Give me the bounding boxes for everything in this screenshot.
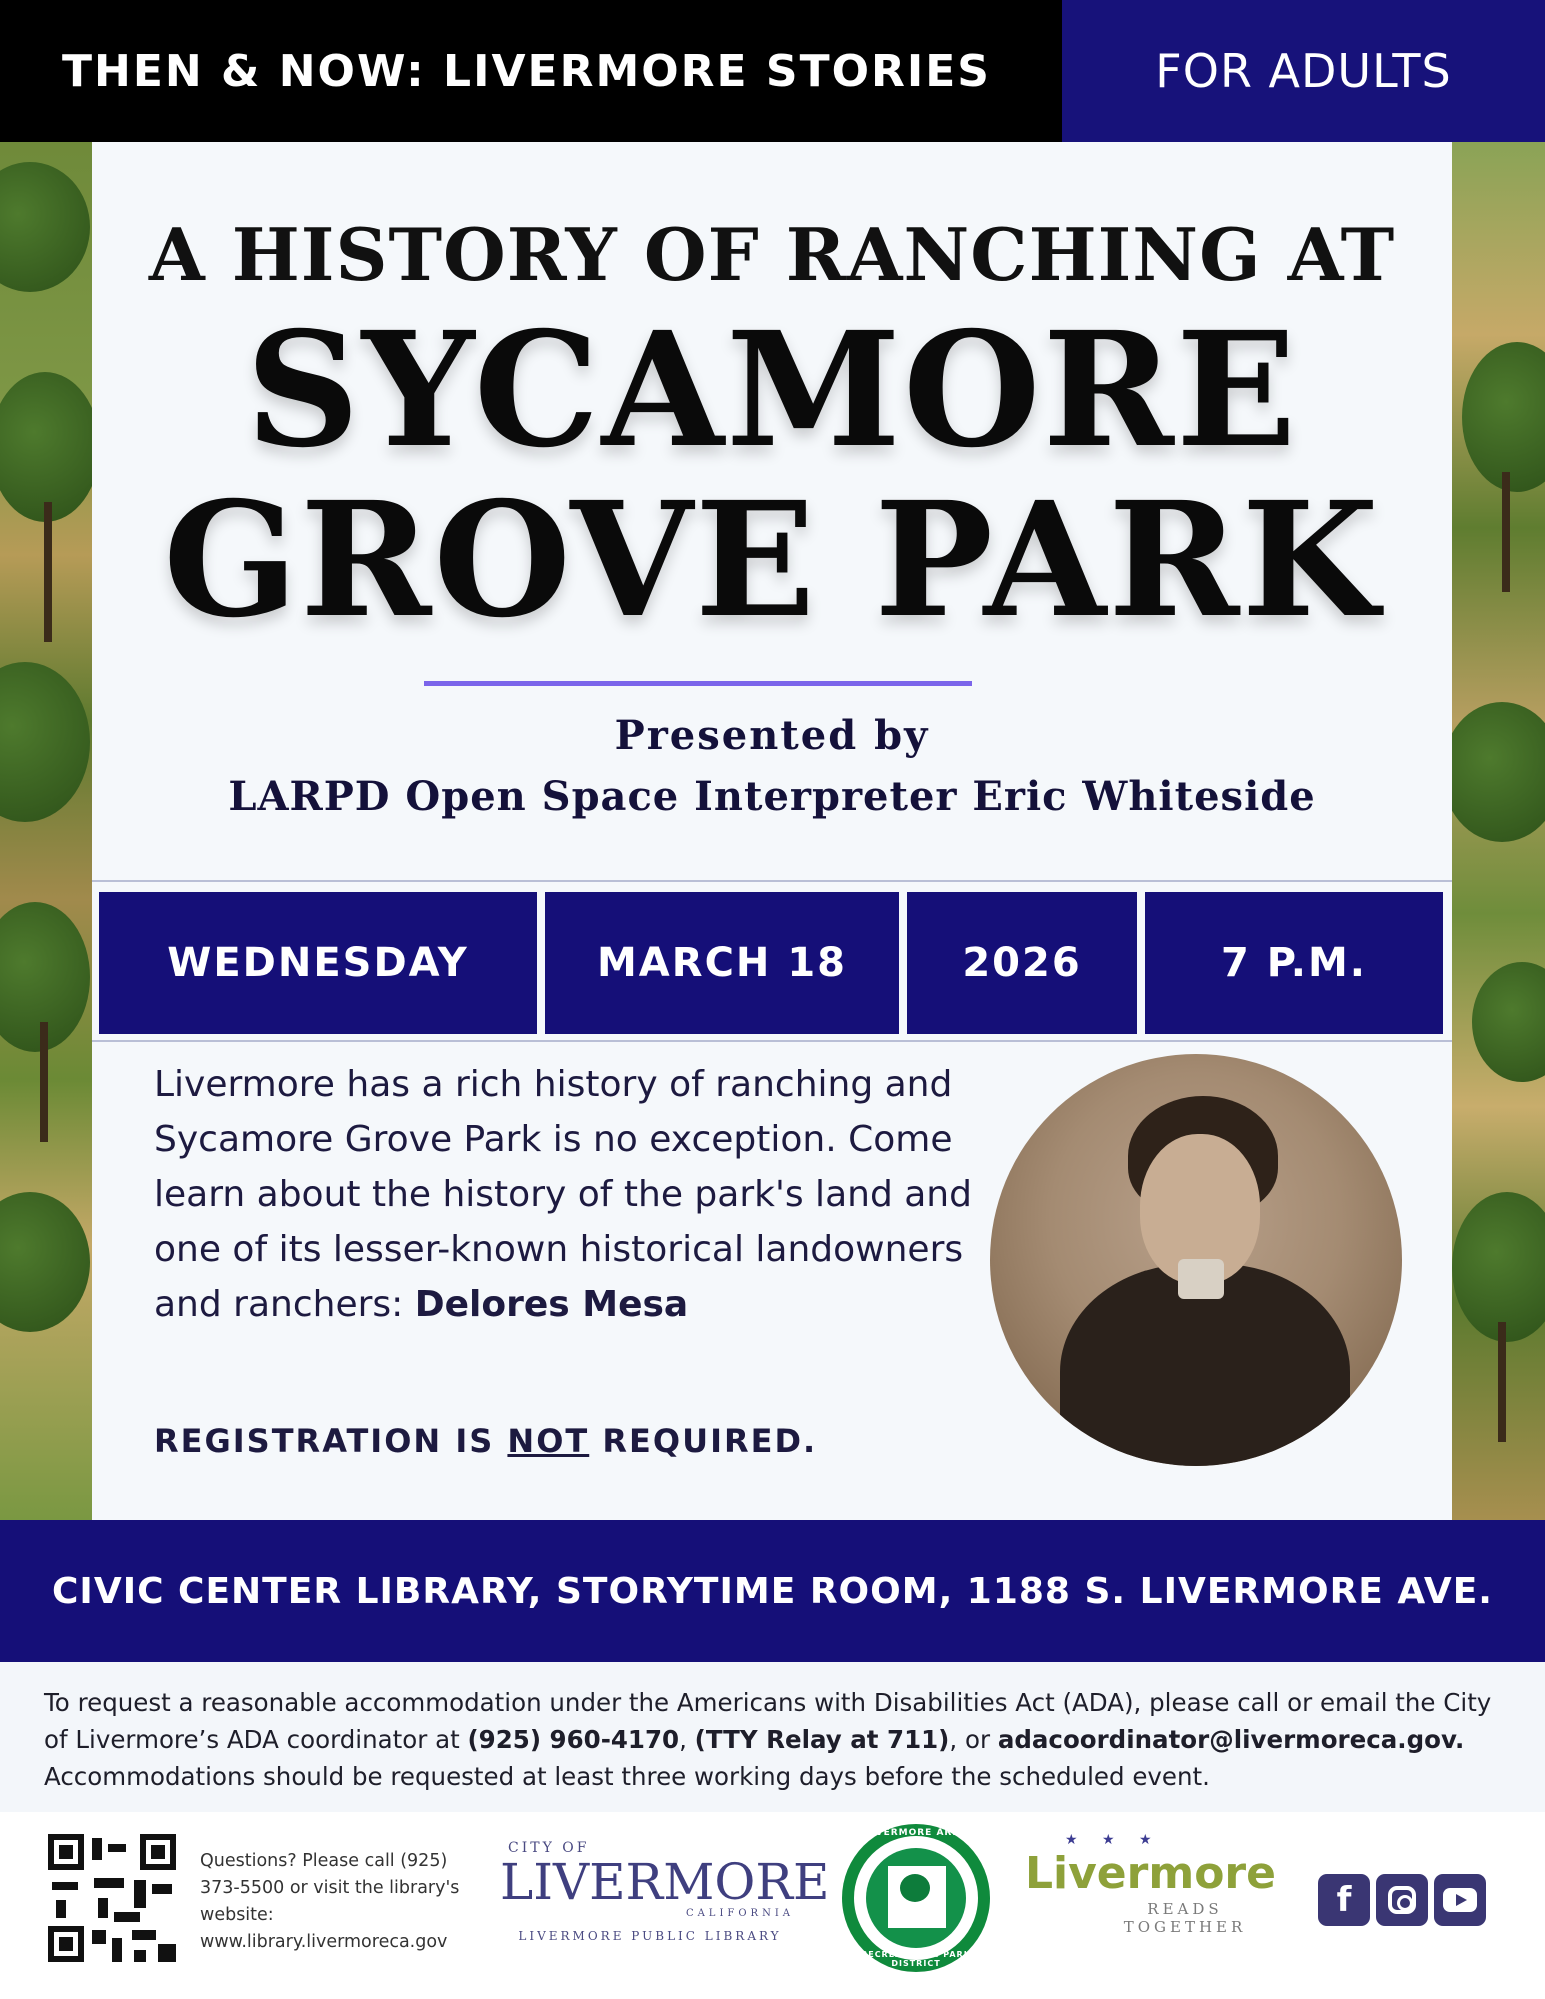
ada-separator: , or — [949, 1725, 998, 1754]
description-text: Livermore has a rich history of ranching and Sycamore Grove Park is no exception. Come learn about the history of the park's land and one of its lesser-known historical landowners and ranchers: — [154, 1064, 972, 1325]
ada-text: To request a reasonable accommodation under the Americans with Disabilities Act (ADA), please call or email the City of Livermore’s ADA coordinator at — [44, 1688, 1492, 1754]
instagram-icon[interactable] — [1376, 1874, 1428, 1926]
top-banner — [0, 0, 1545, 142]
series-title: THEN & NOW: LIVERMORE STORIES — [62, 45, 991, 97]
event-title-line3: GROVE PARK — [163, 468, 1381, 653]
qr-code-icon[interactable] — [48, 1834, 176, 1962]
logo-library: LIVERMORE PUBLIC LIBRARY — [518, 1929, 782, 1943]
youtube-icon[interactable] — [1434, 1874, 1486, 1926]
registration-emphasis: NOT — [507, 1422, 590, 1460]
logo-city-of: CITY OF — [508, 1840, 590, 1856]
landscape-photo-left — [0, 142, 92, 1520]
questions-text: Questions? Please call (925) 373-5500 or visit the library's website: www.library.livermoreca.gov — [200, 1851, 460, 1952]
ada-email-link[interactable]: adacoordinator@livermoreca.gov. — [997, 1725, 1465, 1754]
audience-label: FOR ADULTS — [1155, 44, 1452, 98]
presented-by-label: Presented by — [614, 712, 930, 759]
larpd-logo — [842, 1824, 990, 1972]
registration-note — [154, 1422, 817, 1460]
schedule-time: 7 P.M. — [1145, 892, 1443, 1034]
schedule-date: MARCH 18 — [545, 892, 899, 1034]
ada-separator: , — [679, 1725, 695, 1754]
logo-livermore: LIVERMORE — [500, 1853, 830, 1911]
landscape-photo-right — [1452, 142, 1545, 1520]
location-text: CIVIC CENTER LIBRARY, STORYTIME ROOM, 1188 S. LIVERMORE AVE. — [52, 1570, 1493, 1612]
location-banner — [0, 1520, 1545, 1662]
facebook-icon[interactable]: f — [1318, 1874, 1370, 1926]
livermore-reads-together-logo — [1025, 1832, 1275, 1936]
larpd-logo-top: LIVERMORE AREA — [864, 1828, 968, 1838]
stars-icon: ★ ★ ★ — [1065, 1832, 1162, 1848]
logo-california: CALIFORNIA — [685, 1908, 794, 1919]
schedule-bar — [92, 880, 1452, 1042]
event-description — [154, 1057, 974, 1332]
registration-prefix: REGISTRATION IS — [154, 1422, 508, 1460]
ada-notice — [44, 1684, 1514, 1795]
footer — [0, 1812, 1545, 1999]
historical-portrait — [990, 1054, 1402, 1466]
reads-logo-word: Livermore — [1025, 1848, 1276, 1899]
event-title-line1: A HISTORY OF RANCHING AT — [148, 212, 1396, 297]
ada-phone[interactable]: (925) 960-4170 — [467, 1725, 680, 1754]
description-highlight: Delores Mesa — [414, 1284, 689, 1325]
event-title-line2: SYCAMORE — [245, 298, 1299, 483]
audience-banner — [1062, 0, 1545, 142]
ada-text-end: Accommodations should be requested at least three working days before the scheduled event. — [44, 1762, 1210, 1791]
title-divider — [424, 681, 972, 686]
reads-logo-reads: READS — [1147, 1900, 1223, 1918]
registration-suffix: REQUIRED. — [589, 1422, 818, 1460]
reads-logo-together: TOGETHER — [1123, 1918, 1247, 1936]
presenter-name: LARPD Open Space Interpreter Eric Whiteside — [228, 773, 1316, 820]
presenter-block — [92, 712, 1452, 820]
main-panel — [92, 142, 1452, 1520]
larpd-logo-bottom: RECREATION & PARK DISTRICT — [861, 1950, 971, 1968]
ada-tty: (TTY Relay at 711) — [694, 1725, 950, 1754]
schedule-day: WEDNESDAY — [99, 892, 537, 1034]
schedule-year: 2026 — [907, 892, 1137, 1034]
city-of-livermore-logo — [500, 1840, 830, 1943]
series-banner — [0, 0, 1062, 142]
